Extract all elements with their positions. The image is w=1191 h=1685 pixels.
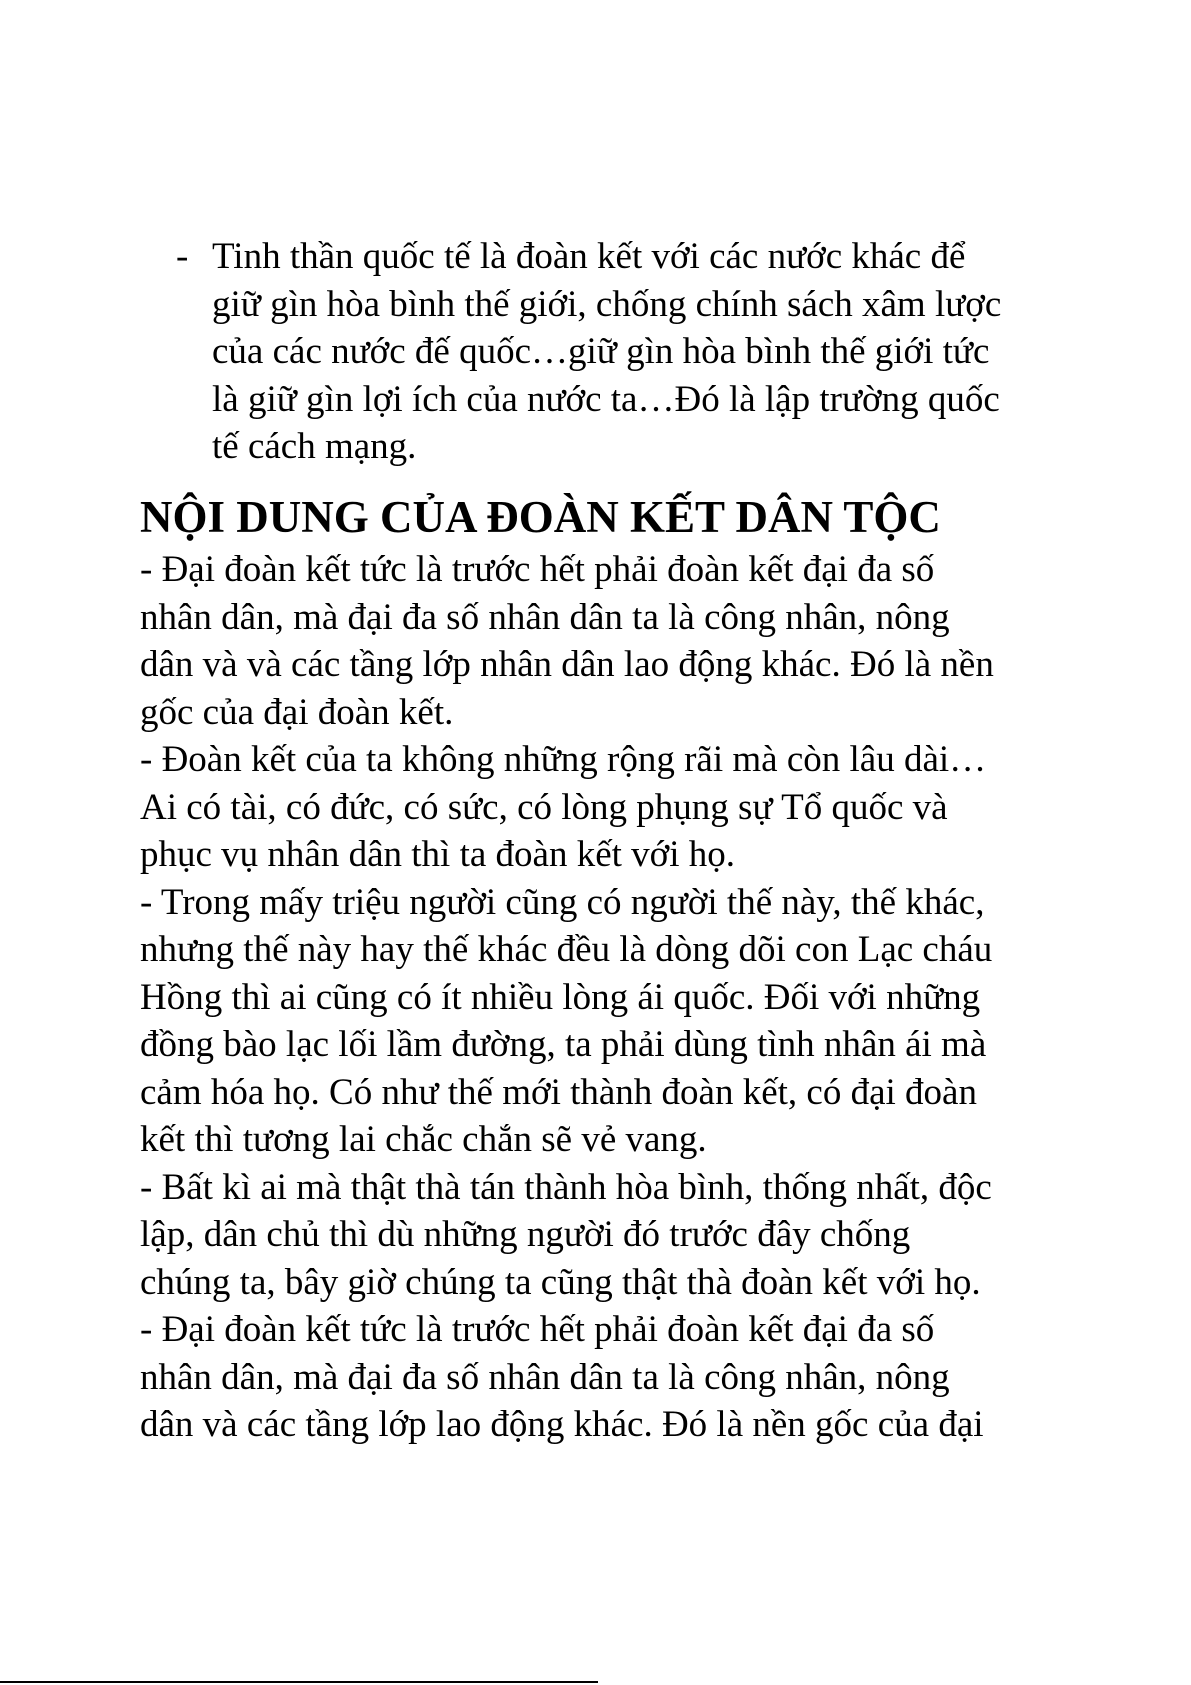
- body-line: chúng ta, bây giờ chúng ta cũng thật thà đoàn kết với họ.: [140, 1261, 981, 1303]
- body-line: phục vụ nhân dân thì ta đoàn kết với họ.: [140, 834, 735, 875]
- bullet-line: của các nước đế quốc…giữ gìn hòa bình thế giới tức: [212, 331, 990, 372]
- body-line: nhân dân, mà đại đa số nhân dân ta là công nhân, nông: [140, 596, 950, 638]
- body-line: đồng bào lạc lối lầm đường, ta phải dùng tình nhân ái mà: [140, 1024, 987, 1065]
- section-heading: NỘI DUNG CỦA ĐOÀN KẾT DÂN TỘC: [140, 492, 941, 542]
- bullet-line: giữ gìn hòa bình thế giới, chống chính sách xâm lược: [212, 283, 1002, 325]
- body-line: Hồng thì ai cũng có ít nhiều lòng ái quốc. Đối với những: [140, 976, 981, 1018]
- bullet-line: tế cách mạng.: [212, 426, 417, 467]
- body-line: cảm hóa họ. Có như thế mới thành đoàn kết, có đại đoàn: [140, 1071, 977, 1113]
- body-line: kết thì tương lai chắc chắn sẽ vẻ vang.: [140, 1119, 707, 1160]
- intro-bullet: [176, 233, 1056, 471]
- body-line: - Đoàn kết của ta không những rộng rãi mà còn lâu dài…: [140, 739, 987, 780]
- bottom-rule: [0, 1681, 598, 1683]
- body-line: - Đại đoàn kết tức là trước hết phải đoàn kết đại đa số: [140, 1309, 935, 1350]
- body-line: - Trong mấy triệu người cũng có người thế này, thế khác,: [140, 881, 985, 923]
- body-line: - Đại đoàn kết tức là trước hết phải đoàn kết đại đa số: [140, 549, 935, 590]
- bullet-marker: -: [176, 236, 189, 277]
- body-line: nhân dân, mà đại đa số nhân dân ta là công nhân, nông: [140, 1356, 950, 1398]
- body-text: [140, 546, 1060, 1449]
- bullet-line: là giữ gìn lợi ích của nước ta…Đó là lập trường quốc: [212, 378, 1000, 420]
- body-line: dân và các tầng lớp lao động khác. Đó là nền gốc của đại: [140, 1404, 984, 1445]
- body-line: nhưng thế này hay thế khác đều là dòng dõi con Lạc cháu: [140, 929, 993, 970]
- body-line: - Bất kì ai mà thật thà tán thành hòa bình, thống nhất, độc: [140, 1166, 992, 1208]
- body-line: gốc của đại đoàn kết.: [140, 691, 454, 733]
- body-line: dân và và các tầng lớp nhân dân lao động khác. Đó là nền: [140, 644, 994, 685]
- body-line: Ai có tài, có đức, có sức, có lòng phụng sự Tổ quốc và: [140, 786, 948, 828]
- body-line: lập, dân chủ thì dù những người đó trước đây chống: [140, 1214, 911, 1255]
- bullet-line: Tinh thần quốc tế là đoàn kết với các nước khác để: [212, 236, 966, 277]
- bullet-text: [212, 233, 1054, 471]
